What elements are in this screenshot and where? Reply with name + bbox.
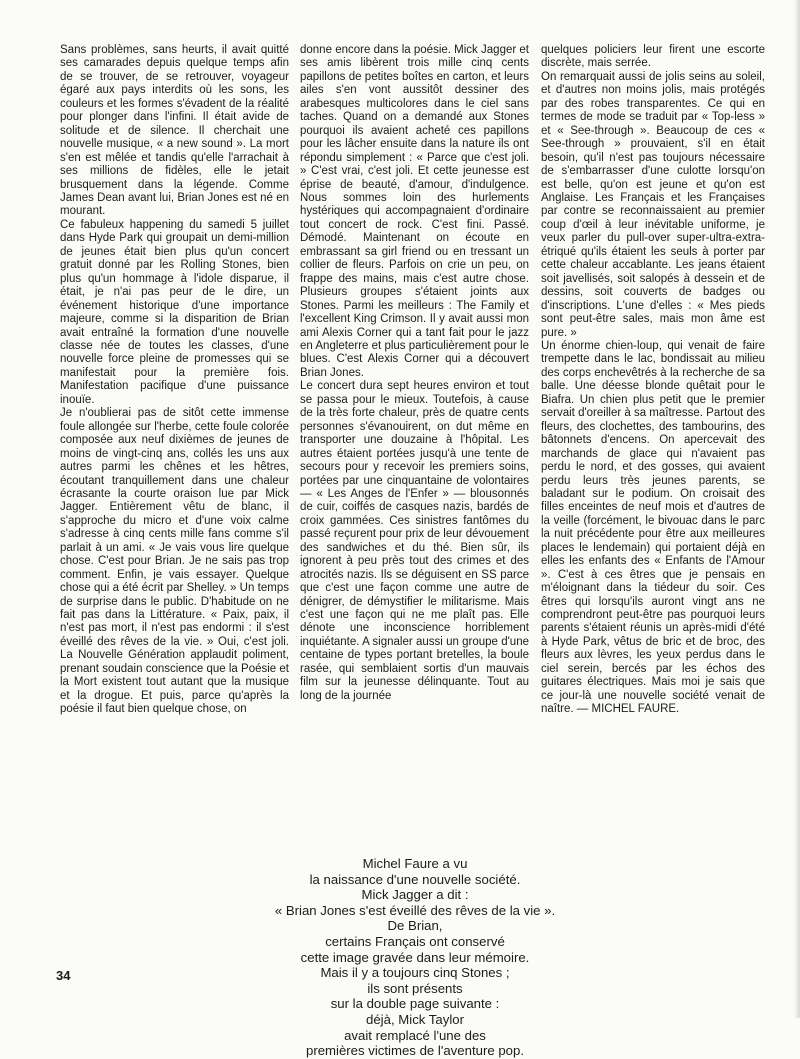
caption-line: la naissance d'une nouvelle société.: [309, 871, 521, 887]
article-column-3: [541, 44, 765, 717]
article-column-2: [300, 44, 529, 703]
caption-line: premières victimes de l'aventure pop.: [305, 1043, 524, 1059]
paragraph: Je n'oublierai pas de sitôt cette immense foule allongée sur l'herbe, cette foule colorée composée aux neuf dixièmes de jeunes de moins de vingt-cinq ans, collés les uns aux autres parmi les chênes et les hêtres, écoutant tranquillement dans une chaleur écrasante la courte oraison lue par Mick Jagger. Entièrement vêtu de blanc, il s'approche du micro et d'une voix calme s'adresse à cinq cents mille fans comme s'il parlait à un ami. « Je vais vous lire quelque chose. C'est pour Brian. Je ne sais pas trop comment. Enfin, je vais essayer. Quelque chose qui a été écrit par Shelley. » Un temps de surprise dans le public. D'habitude on ne fait pas dans la Littérature. « Paix, paix, il n'est pas mort, il n'est pas endormi : il s'est éveillé des rêves de la vie. » Oui, c'est joli. La Nouvelle Génération applaudit poliment, prenant soudain conscience que la Poésie et la Mort existent tout autant que la musique et la drogue. Et puis, parce qu'après la poésie il faut bien quelque chose, on: [60, 407, 289, 716]
caption-line: cette image gravée dans leur mémoire.: [300, 949, 530, 965]
paragraph: quelques policiers leur firent une escorte discrète, mais serrée.: [541, 44, 765, 70]
caption-line: Michel Faure a vu: [362, 856, 468, 871]
photo-caption: [180, 856, 650, 1059]
caption-line: Mick Jagger a dit :: [361, 887, 469, 903]
paragraph: Sans problèmes, sans heurts, il avait quitté ses camarades depuis quelque temps afin de se trouver, de se retrouver, voyageur égaré aux pays interdits où les sons, les couleurs et les formes s'évadent de la réalité pour plonger dans l'infini. Il était avide de solitude et de silence. Il cherchait une nouvelle musique, « a new sound ». La mort s'en est mêlée et tandis qu'elle l'arrachait à ses millions de fidèles, elle le jetait brusquement dans la légende. Comme James Dean avant lui, Brian Jones est né en mourant.: [60, 44, 289, 218]
caption-line: sur la double page suivante :: [330, 996, 500, 1012]
caption-line: De Brian,: [387, 918, 443, 934]
paragraph: On remarquait aussi de jolis seins au soleil, et d'autres non moins jolis, mais protégés par des robes transparentes. Ce qui en termes de mode se traduit par « Top-less » et « See-through ». Beaucoup de ces « See-through » prouvaient, s'il en était besoin, qu'il n'est pas toujours nécessaire de s'embarrasser d'une culotte lorsqu'on est belle, qu'on est jeune et qu'on est Anglaise. Les Français et les Françaises par contre se reconnaissaient au premier coup d'œil à leur inévitable uniforme, je veux parler du pull-over super-ultra-extra-étriqué qu'ils étaient les seuls à porter par cette chaleur accablante. Les jeans étaient soit javellisés, soit salopés à dessein et de dessins, soit couverts de badges ou d'inscriptions. L'une d'elles : « Mes pieds sont peut-être sales, mais mon âme est pure. »: [541, 70, 765, 339]
paragraph: donne encore dans la poésie. Mick Jagger et ses amis libèrent trois mille cinq cents papillons de petites boîtes en carton, et leurs ailes s'en vont aussitôt dessiner des arabesques multicolores dans le ciel sans taches. Quand on a demandé aux Stones pourquoi ils avaient acheté ces papillons pour les lâcher ensuite dans la nature ils ont répondu simplement : « Parce que c'est joli. » C'est vrai, c'est joli. Et cette jeunesse est éprise de beauté, d'amour, d'indulgence. Nous sommes loin des hurlements hystériques qui accompagnaient d'ordinaire tout concert de rock. C'est fini. Passé. Démodé. Maintenant on écoute en embrassant sa girl friend ou en tressant un collier de fleurs. Parfois on crie un peu, on frappe des mains, mais c'est autre chose. Plusieurs groupes s'étaient joints aux Stones. Parmi les meilleurs : The Family et l'excellent King Crimson. Il y avait aussi mon ami Alexis Corner qui a tant fait pour le jazz en Angleterre et plus particulièrement pour le blues. C'est Alexis Corner qui a découvert Brian Jones.: [300, 44, 529, 379]
caption-line: ils sont présents: [367, 980, 463, 996]
caption-line: « Brian Jones s'est éveillé des rêves de la vie ».: [274, 902, 556, 918]
caption-line: avait remplacé l'une des: [344, 1027, 486, 1043]
article-column-1: [60, 44, 289, 717]
paragraph: Un énorme chien-loup, qui venait de faire trempette dans le lac, bondissait au milieu des corps enchevêtrés à la recherche de sa balle. Une déesse blonde quêtait pour le Biafra. Un chien plus petit que le premier servait d'oreiller à sa maîtresse. Partout des fleurs, des clochettes, des tambourins, des bâtonnets d'encens. On apercevait des marchands de glace qui n'avaient pas perdu le nord, et des gosses, qui avaient perdu leurs très jeunes parents, se baladant sur le podium. On croisait des filles enceintes de neuf mois et d'autres de la veille (forcément, le bivouac dans le parc la nuit précédente pour être aux meilleures places le lendemain) qui portaient déjà en elles les enfants des « Enfants de l'Amour ». C'est à ces êtres que je pensais en m'éloignant dans la tiédeur du soir. Ces êtres qui lorsqu'ils auront vingt ans ne comprendront peut-être pas pourquoi leurs parents s'étaient réunis un après-midi d'été à Hyde Park, vêtus de bric et de broc, des fleurs aux lèvres, les yeux perdus dans le ciel serein, bercés par les échos des guitares électriques. Mais moi je sais que ce jour-là une nouvelle société venait de naître. — MICHEL FAURE.: [541, 339, 765, 716]
caption-line: certains Français ont conservé: [325, 933, 505, 949]
paragraph: Le concert dura sept heures environ et tout se passa pour le mieux. Toutefois, à cause de la très forte chaleur, près de quatre cents personnes s'évanouirent, on dut même en transporter une douzaine à l'hôpital. Les autres étaient portées jusqu'à une tente de secours pour y recevoir les premiers soins, portées par une cinquantaine de volontaires — « Les Anges de l'Enfer » — blousonnés de cuir, coiffés de casques nazis, bardés de croix gammées. Ces sinistres fantômes du passé reçurent pour prix de leur dévouement des sandwiches et du thé. Bien sûr, ils ignorent à peu près tout des crimes et des atrocités nazis. Ils se déguisent en SS parce que c'est une façon comme une autre de dénigrer, de démystifier le militarisme. Mais c'est une façon qui ne me plaît pas. Elle dénote une inconscience horriblement inquiétante. A signaler aussi un groupe d'une centaine de types portant bretelles, la boule rasée, qui semblaient sortis d'un mauvais film sur la jeunesse délinquante. Tout au long de la journée: [300, 380, 529, 702]
caption-line: déjà, Mick Taylor: [366, 1011, 464, 1027]
paragraph: Ce fabuleux happening du samedi 5 juillet dans Hyde Park qui groupait un demi-million de jeunes était bien plus qu'un concert gratuit donné par les Rolling Stones, bien plus qu'un hommage à l'idole disparue, il était, je n'ai pas peur de le dire, un événement historique d'une importance majeure, comme si la disparition de Brian avait entraîné la formation d'une nouvelle classe née de toutes les classes, d'une nouvelle force pleine de promesses qui se manifestait pour la première fois. Manifestation pacifique d'une puissance inouïe.: [60, 218, 289, 406]
page-number: 34: [56, 968, 71, 983]
caption-line: Mais il y a toujours cinq Stones ;: [320, 965, 510, 981]
page-edge-shadow: [794, 0, 800, 1018]
